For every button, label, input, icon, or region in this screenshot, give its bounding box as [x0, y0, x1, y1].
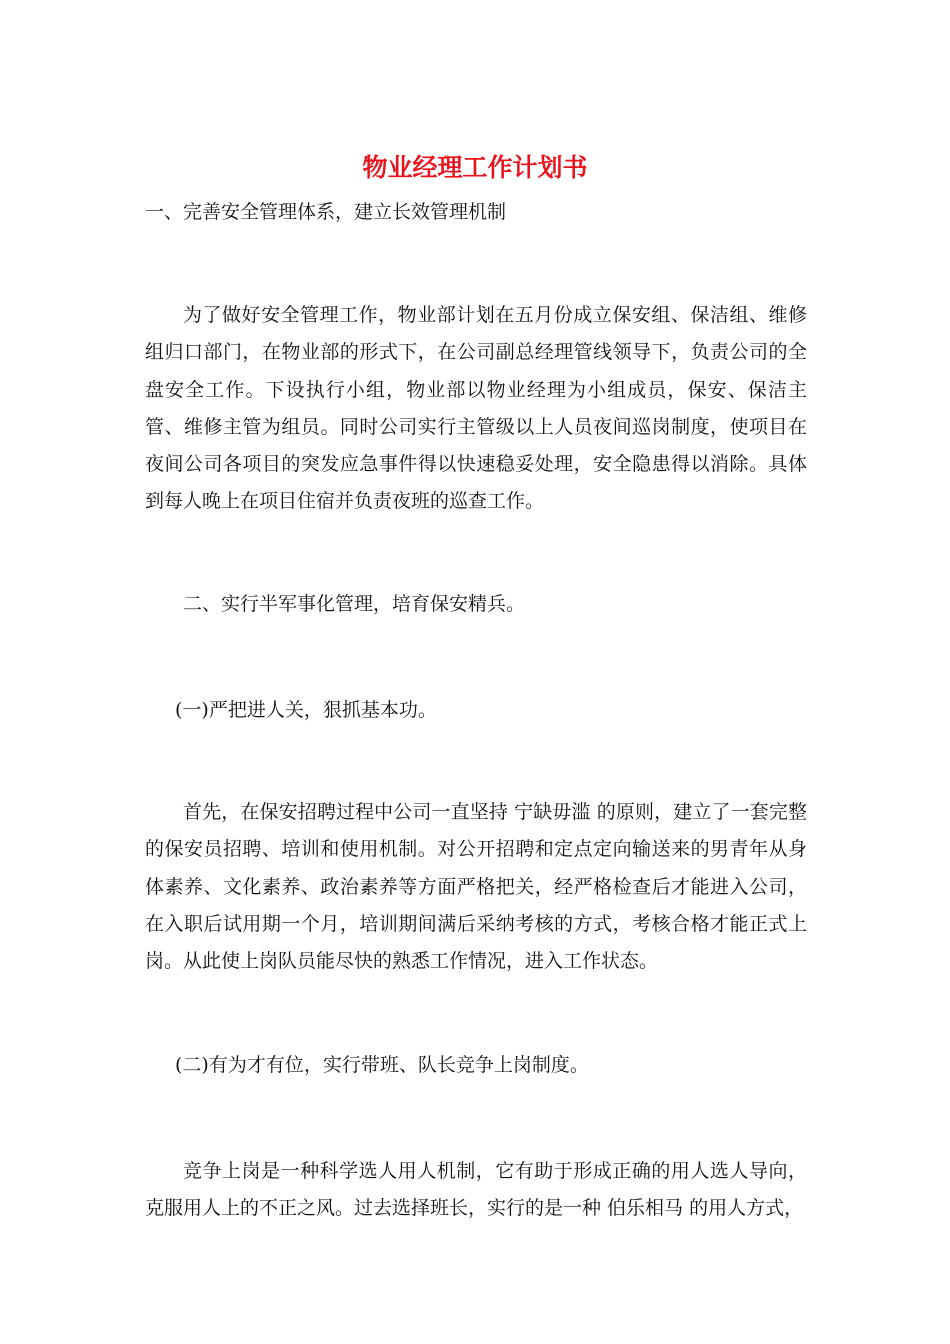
paragraph-1: 为了做好安全管理工作，物业部计划在五月份成立保安组、保洁组、维修组归口部门，在物业部的形式下，在公司副总经理管线领导下，负责公司的全盘安全工作。下设执行小组，物业部以物业经理为小组成员，保安、保洁主管、维修主管为组员。同时公司实行主管级以上人员夜间巡岗制度，使项目在夜间公司各项目的突发应急事件得以快速稳妥处理，安全隐患得以消除。具体到每人晚上在项目住宿并负责夜班的巡查工作。 [145, 304, 807, 513]
paragraph-3: 竞争上岗是一种科学选人用人机制，它有助于形成正确的用人选人导向，克服用人上的不正之风。过去选择班长，实行的是一种 伯乐相马 的用人方式， [145, 1160, 807, 1220]
section-heading-2: 二、实行半军事化管理，培育保安精兵。 [183, 593, 526, 615]
subsection-heading-1: (一)严把进人关，狠抓基本功。 [175, 699, 437, 721]
document-title: 物业经理工作计划书 [362, 153, 588, 182]
paragraph-2: 首先，在保安招聘过程中公司一直坚持 宁缺毋滥 的原则，建立了一套完整的保安员招聘、培训和使用机制。对公开招聘和定点定向输送来的男青年从身体素养、文化素养、政治素养等方面严格把关，经严格检查后才能进入公司，在入职后试用期一个月，培训期间满后采纳考核的方式，考核合格才能正式上岗。从此使上岗队员能尽快的熟悉工作情况，进入工作状态。 [145, 801, 807, 973]
section-heading-1: 一、完善安全管理体系，建立长效管理机制 [145, 201, 507, 223]
subsection-heading-2: (二)有为才有位，实行带班、队长竞争上岗制度。 [175, 1054, 589, 1076]
